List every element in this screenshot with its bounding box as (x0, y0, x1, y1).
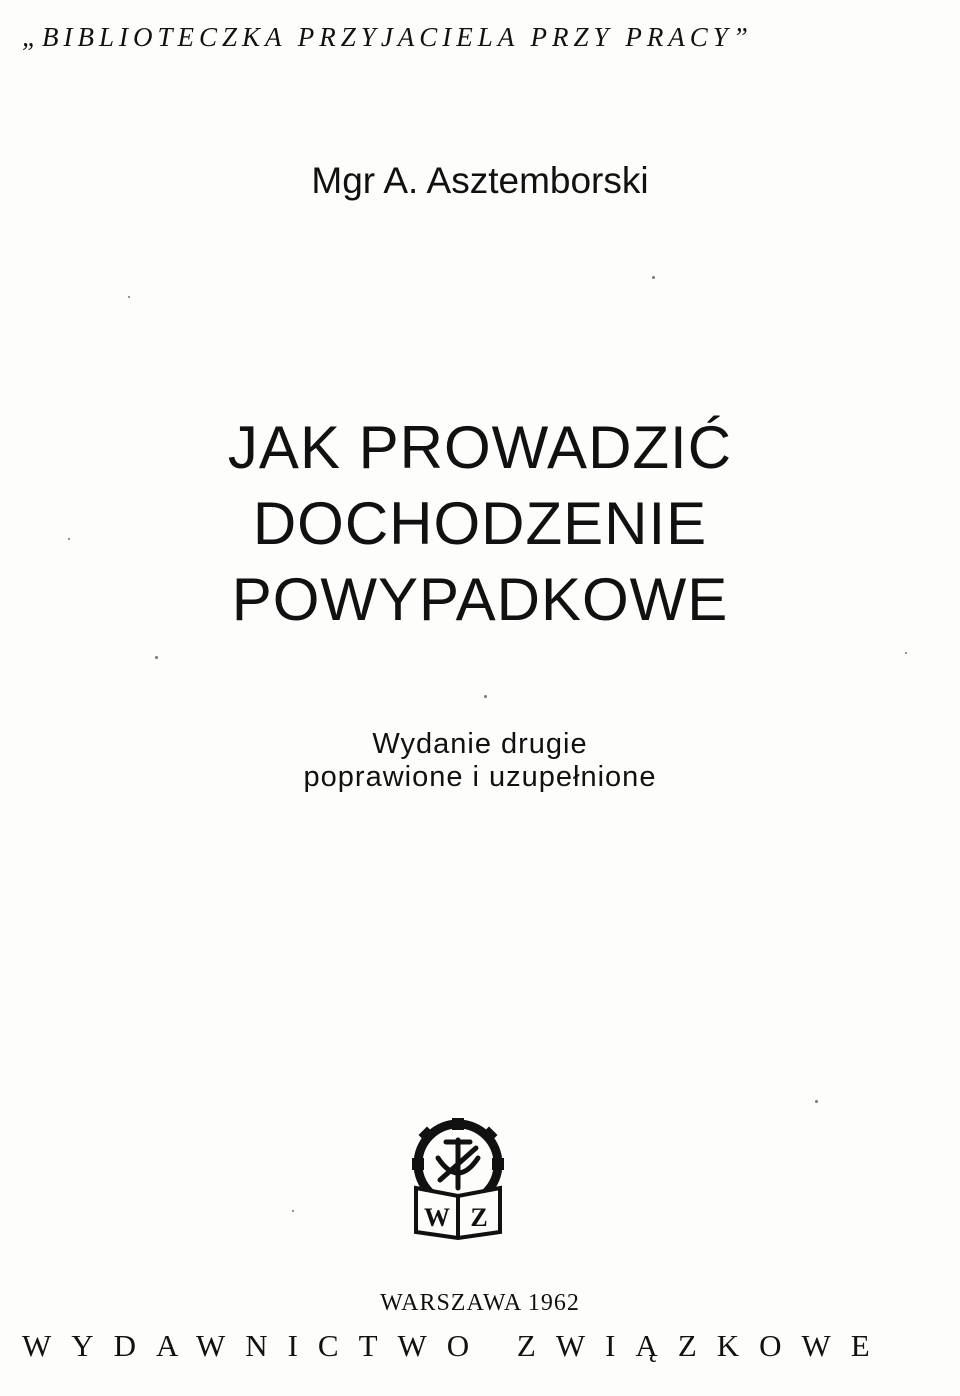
edition-note (0, 728, 960, 794)
publisher-name: WYDAWNICTWO ZWIĄZKOWE (22, 1328, 890, 1363)
scan-speck (155, 656, 158, 659)
book-title-line: DOCHODZENIE (252, 490, 708, 557)
scan-speck (68, 538, 70, 540)
logo-letter-z: Z (470, 1203, 488, 1232)
publisher-emblem-gear-book-icon (408, 1118, 508, 1240)
book-title-line: JAK PROWADZIĆ (227, 414, 733, 481)
logo-letter-w: W (424, 1203, 450, 1232)
scan-speck (484, 695, 487, 698)
book-title (0, 410, 960, 638)
edition-line: Wydanie drugie (372, 728, 588, 760)
scan-speck (128, 296, 130, 298)
place-and-year: WARSZAWA 1962 (380, 1290, 580, 1316)
edition-line: poprawione i uzupełnione (303, 761, 657, 793)
scan-speck (905, 652, 907, 654)
scan-speck (292, 1210, 294, 1212)
scan-speck (652, 276, 655, 279)
scan-speck (815, 1100, 818, 1103)
series-title: „BIBLIOTECZKA PRZYJACIELA PRZY PRACY” (22, 22, 753, 52)
book-title-line: POWYPADKOWE (231, 566, 729, 633)
author-name: Mgr A. Asztemborski (311, 160, 649, 201)
